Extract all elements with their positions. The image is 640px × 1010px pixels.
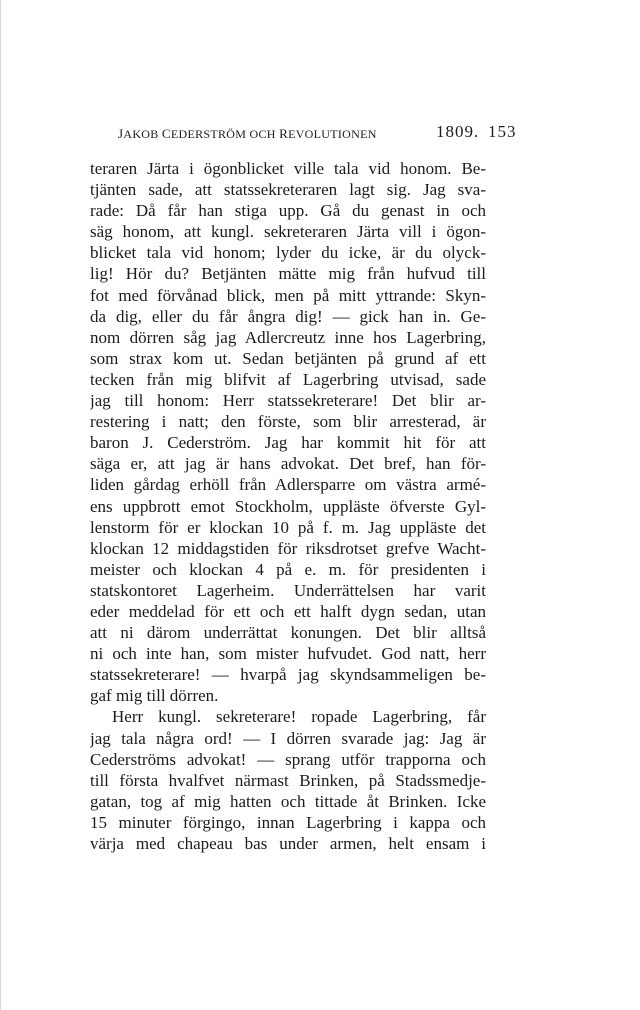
text-line: nom dörren såg jag Adlercreutz inne hos Lagerbring, [90, 327, 486, 347]
text-line: att ni därom underrättat konungen. Det blir alltså [90, 623, 486, 643]
text-line: Cederströms advokat! — sprang utför trapporna och [90, 749, 486, 769]
text-line: säga er, att jag är hans advokat. Det bref, han för- [90, 454, 486, 474]
text-line: lig! Hör du? Betjänten mätte mig från hufvud till [90, 264, 486, 284]
text-line: fot med förvånad blick, men på mitt yttrande: Skyn- [90, 285, 486, 305]
text-line: gatan, tog af mig hatten och tittade åt Brinken. Icke [90, 791, 486, 811]
text-line-paragraph-end: gaf mig till dörren. [90, 686, 219, 706]
text-line: statssekreterare! — hvarpå jag skyndsammeligen be- [90, 665, 486, 685]
text-line: säg honom, att kungl. sekreteraren Järta vill i ögon- [90, 222, 486, 242]
text-line: ni och inte han, som mister hufvudet. God natt, herr [90, 644, 486, 664]
text-line: lenstorm för er klockan 10 på f. m. Jag uppläste det [90, 517, 486, 537]
text-line: klockan 12 middagstiden för riksdrotset grefve Wacht- [90, 538, 486, 558]
text-line: eder meddelad för ett och ett halft dygn sedan, utan [90, 601, 486, 621]
text-line: tjänten sade, att statssekreteraren lagt sig. Jag sva- [90, 180, 486, 200]
text-line: restering i natt; den förste, som blir arresterad, är [90, 412, 486, 432]
running-year: 1809. [436, 122, 480, 141]
text-line: till första hvalfvet närmast Brinken, på Stadssmedje- [90, 770, 486, 790]
text-line: da dig, eller du får ångra dig! — gick han in. Ge- [90, 306, 486, 326]
text-line: blicket tala vid honom; lyder du icke, är du olyck- [90, 243, 486, 263]
text-line: värja med chapeau bas under armen, helt ensam i [90, 834, 486, 853]
page-number: 153 [488, 122, 517, 141]
running-title-initial: R [279, 126, 289, 141]
running-title-initial: C [161, 126, 171, 141]
running-title-part: AKOB [123, 127, 162, 141]
text-line: som strax kom ut. Sedan betjänten på grund af ett [90, 348, 486, 368]
text-line: 15 minuter förgingo, innan Lagerbring i kappa och [90, 812, 486, 832]
text-line: rade: Då får han stiga upp. Gå du genast in och [90, 201, 486, 221]
running-title-initial: J [118, 126, 124, 141]
text-line: liden gårdag erhöll från Adlersparre om västra armé- [90, 475, 486, 495]
text-line-paragraph-start: Herr kungl. sekreterare! ropade Lagerbring, får [112, 707, 486, 727]
running-title [118, 126, 377, 142]
text-line: tecken från mig blifvit af Lagerbring utvisad, sade [90, 369, 486, 389]
text-line: baron J. Cederström. Jag har kommit hit för att [90, 433, 486, 453]
running-title-part: EVOLUTIONEN [288, 127, 377, 141]
body-text [90, 158, 486, 854]
running-head [118, 122, 517, 146]
text-line: ens uppbrott emot Stockholm, uppläste öfverste Gyl- [90, 496, 486, 516]
text-line: jag till honom: Herr statssekreterare! Det blir ar- [90, 391, 486, 411]
text-line: statskontoret Lagerheim. Underrättelsen har varit [90, 580, 486, 600]
text-line: jag tala några ord! — I dörren svarade jag: Jag är [90, 728, 486, 748]
text-line: teraren Järta i ögonblicket ville tala vid honom. Be- [90, 159, 486, 178]
running-title-part: EDERSTRÖM OCH [170, 127, 280, 141]
text-line: meister och klockan 4 på e. m. för presidenten i [90, 559, 486, 579]
scan-edge [0, 0, 1, 1010]
